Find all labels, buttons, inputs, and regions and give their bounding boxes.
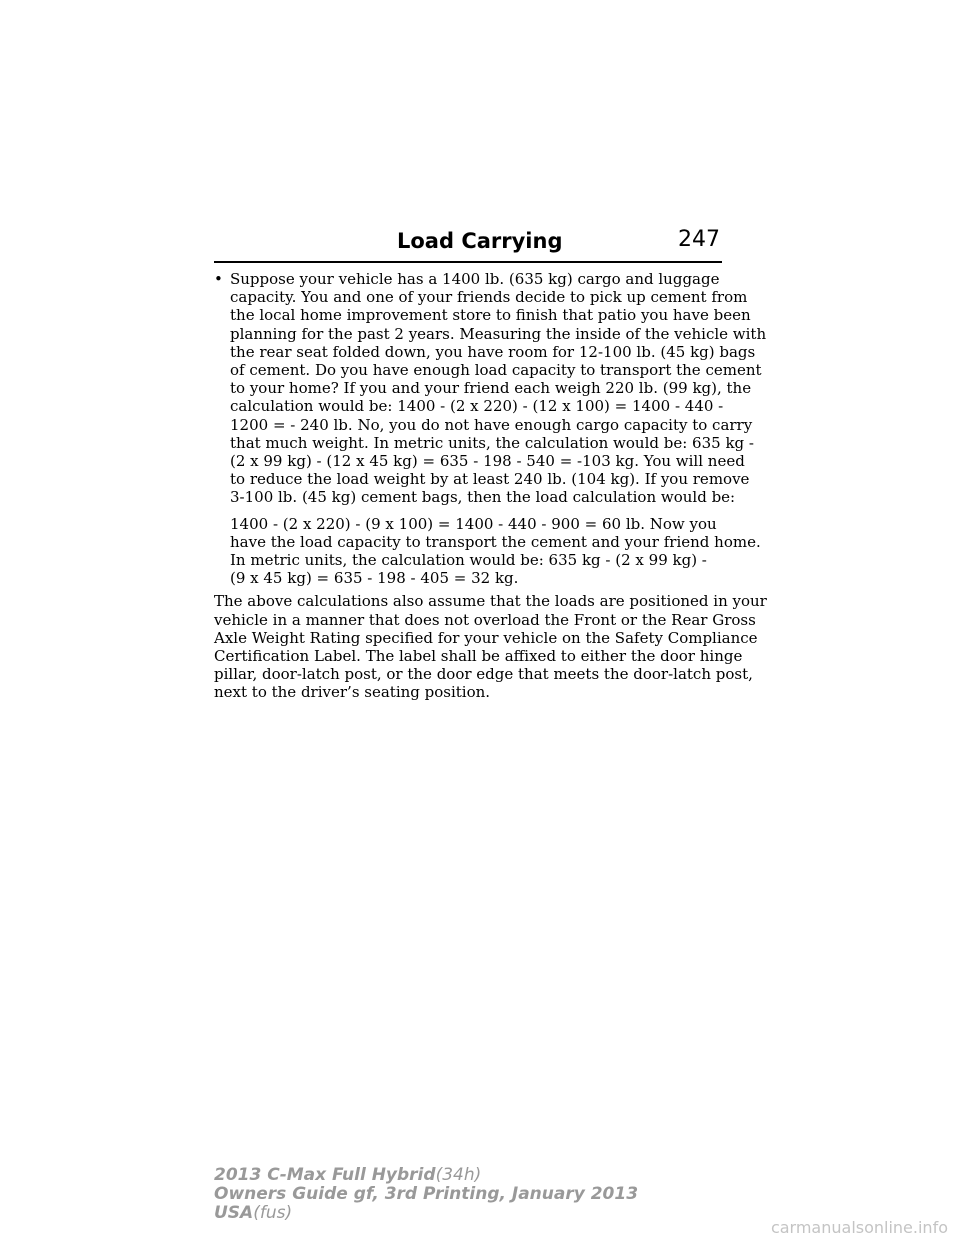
continuation-line: have the load capacity to transport the cement and your friend home. [230, 532, 761, 551]
body-paragraph [214, 592, 767, 702]
paragraph-line: Axle Weight Rating specified for your vehicle on the Safety Compliance [214, 628, 758, 647]
continuation-line: (9 x 45 kg) = 635 - 198 - 405 = 32 kg. [230, 569, 519, 588]
footer-line-market [214, 1204, 638, 1223]
bullet-line: 1200 = - 240 lb. No, you do not have enough cargo capacity to carry [230, 415, 753, 434]
footer-market: USA [214, 1203, 254, 1223]
bullet-item [214, 270, 767, 507]
page-footer [214, 1166, 638, 1223]
paragraph-line: The above calculations also assume that the loads are positioned in your [214, 592, 767, 611]
footer-market-code: (fus) [253, 1203, 293, 1223]
paragraph-line: pillar, door-latch post, or the door edge that meets the door-latch post, [214, 665, 753, 684]
bullet-line: to your home? If you and your friend each weigh 220 lb. (99 kg), the [230, 379, 752, 398]
footer-line-guide [214, 1185, 638, 1204]
bullet-line: that much weight. In metric units, the calculation would be: 635 kg - [230, 433, 754, 452]
bullet-line: planning for the past 2 years. Measuring the inside of the vehicle with [230, 324, 767, 343]
bullet-line: capacity. You and one of your friends decide to pick up cement from [230, 288, 748, 307]
bullet-line: calculation would be: 1400 - (2 x 220) - (12 x 100) = 1400 - 440 - [230, 397, 724, 416]
section-title: Load Carrying [397, 229, 563, 253]
page-header [214, 227, 722, 263]
paragraph-line: next to the driver’s seating position. [214, 683, 491, 702]
paragraph-line: vehicle in a manner that does not overload the Front or the Rear Gross [214, 610, 756, 629]
footer-line-model [214, 1166, 638, 1185]
bullet-line: the rear seat folded down, you have room for 12-100 lb. (45 kg) bags [230, 342, 756, 361]
bullet-line: the local home improvement store to finish that patio you have been [230, 306, 751, 325]
bullet-line: to reduce the load weight by at least 240 lb. (104 kg). If you remove [230, 470, 750, 489]
continuation-line: 1400 - (2 x 220) - (9 x 100) = 1400 - 440 - 900 = 60 lb. Now you [230, 514, 717, 533]
body-text [214, 270, 767, 702]
paragraph-line: Certification Label. The label shall be affixed to either the door hinge [214, 647, 743, 666]
bullet-line: of cement. Do you have enough load capacity to transport the cement [230, 361, 762, 380]
watermark: carmanualsonline.info [770, 1218, 948, 1237]
bullet-line: (2 x 99 kg) - (12 x 45 kg) = 635 - 198 - 540 = -103 kg. You will need [230, 452, 745, 471]
bullet-icon: • [214, 270, 223, 288]
footer-model-code: (34h) [435, 1165, 482, 1185]
bullet-line: Suppose your vehicle has a 1400 lb. (635 kg) cargo and luggage [230, 270, 720, 288]
footer-guide: Owners Guide gf, 3rd Printing, January 2013 [214, 1184, 639, 1204]
continuation-line: In metric units, the calculation would be: 635 kg - (2 x 99 kg) - [230, 551, 707, 570]
page-number: 247 [678, 227, 720, 252]
bullet-continuation [214, 514, 761, 588]
footer-model: 2013 C-Max Full Hybrid [214, 1165, 436, 1185]
bullet-line: 3-100 lb. (45 kg) cement bags, then the load calculation would be: [230, 488, 736, 507]
